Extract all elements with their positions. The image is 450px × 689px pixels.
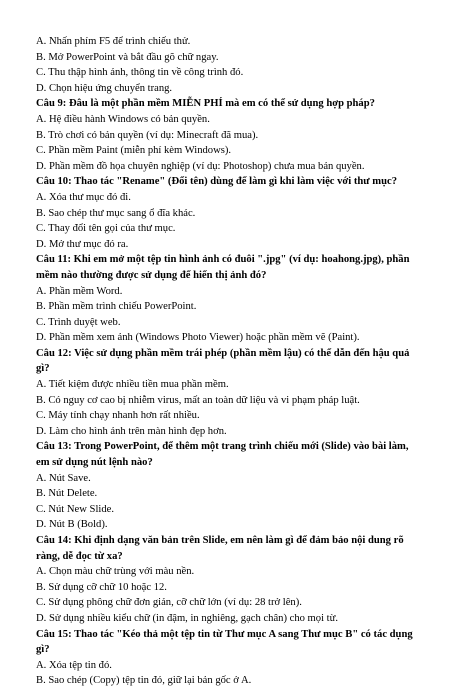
answer-option: D. Phần mềm đồ họa chuyên nghiệp (ví dụ: Photoshop) chưa mua bản quyền. bbox=[36, 160, 365, 172]
answer-option: C. Máy tính chạy nhanh hơn rất nhiều. bbox=[36, 410, 200, 422]
answer-option: A. Xóa thư mục đó đi. bbox=[36, 191, 131, 203]
answer-option: B. Phần mềm trình chiếu PowerPoint. bbox=[36, 301, 197, 313]
answer-option: C. Sử dụng phông chữ đơn giản, cỡ chữ lớn (ví dụ: 28 trở lên). bbox=[36, 597, 302, 609]
answer-option: B. Nút Delete. bbox=[36, 488, 98, 500]
answer-option: D. Làm cho hình ảnh trên màn hình đẹp hơn. bbox=[36, 425, 227, 437]
question-heading: Câu 11: Khi em mở một tệp tin hình ảnh có đuôi ".jpg" (ví dụ: hoahong.jpg), phần mềm nào thường được sử dụng để hiển thị ảnh đó? bbox=[36, 254, 410, 281]
answer-option: A. Nhấn phím F5 để trình chiếu thử. bbox=[36, 36, 191, 47]
answer-option: C. Thay đổi tên gọi của thư mục. bbox=[36, 223, 176, 235]
answer-option: A. Chọn màu chữ trùng với màu nền. bbox=[36, 566, 195, 578]
answer-option: A. Phần mềm Word. bbox=[36, 285, 123, 297]
question-heading: Câu 10: Thao tác "Rename" (Đổi tên) dùng để làm gì khi làm việc với thư mục? bbox=[36, 176, 398, 188]
answer-option: C. Nút New Slide. bbox=[36, 503, 114, 515]
answer-option: B. Mở PowerPoint và bắt đầu gõ chữ ngay. bbox=[36, 51, 219, 63]
question-heading: Câu 15: Thao tác "Kéo thả một tệp tin từ Thư mục A sang Thư mục B" có tác dụng gì? bbox=[36, 628, 413, 656]
answer-option: B. Có nguy cơ cao bị nhiễm virus, mất an toàn dữ liệu và vi phạm pháp luật. bbox=[36, 394, 360, 406]
answer-option: C. Trình duyệt web. bbox=[36, 316, 121, 328]
answer-option: D. Mở thư mục đó ra. bbox=[36, 238, 129, 250]
answer-option: A. Hệ điều hành Windows có bản quyền. bbox=[36, 113, 210, 125]
question-heading: Câu 9: Đâu là một phần mềm MIỄN PHÍ mà em có thể sử dụng hợp pháp? bbox=[36, 98, 375, 110]
answer-option: B. Sao chép (Copy) tệp tin đó, giữ lại bản gốc ở A. bbox=[36, 675, 252, 687]
answer-option: B. Sử dụng cỡ chữ 10 hoặc 12. bbox=[36, 581, 167, 593]
answer-option: A. Xóa tệp tin đó. bbox=[36, 659, 112, 671]
question-list bbox=[36, 34, 414, 689]
answer-option: A. Tiết kiệm được nhiều tiền mua phần mềm. bbox=[36, 379, 229, 391]
question-heading: Câu 12: Việc sử dụng phần mềm trái phép (phần mềm lậu) có thể dẫn đến hậu quả gì? bbox=[36, 347, 410, 375]
answer-option: C. Phần mềm Paint (miễn phí kèm Windows). bbox=[36, 145, 232, 157]
answer-option: D. Nút B (Bold). bbox=[36, 519, 108, 531]
answer-option: D. Chọn hiệu ứng chuyển trang. bbox=[36, 82, 173, 94]
answer-option: D. Sử dụng nhiều kiểu chữ (in đậm, in nghiêng, gạch chân) cho mọi từ. bbox=[36, 612, 339, 624]
answer-option: B. Sao chép thư mục sang ổ đĩa khác. bbox=[36, 207, 196, 219]
question-heading: Câu 14: Khi định dạng văn bản trên Slide, em nên làm gì để đảm bảo nội dung rõ ràng, dễ đọc từ xa? bbox=[36, 535, 404, 562]
answer-option: B. Trò chơi có bản quyền (ví dụ: Minecraft đã mua). bbox=[36, 129, 259, 141]
answer-option: A. Nút Save. bbox=[36, 472, 91, 484]
question-heading: Câu 13: Trong PowerPoint, để thêm một trang trình chiếu mới (Slide) vào bài làm, em sử dụng nút lệnh nào? bbox=[36, 441, 409, 469]
answer-option: D. Phần mềm xem ảnh (Windows Photo Viewer) hoặc phần mềm vẽ (Paint). bbox=[36, 332, 360, 344]
answer-option: C. Thu thập hình ảnh, thông tin về công trình đó. bbox=[36, 67, 244, 79]
